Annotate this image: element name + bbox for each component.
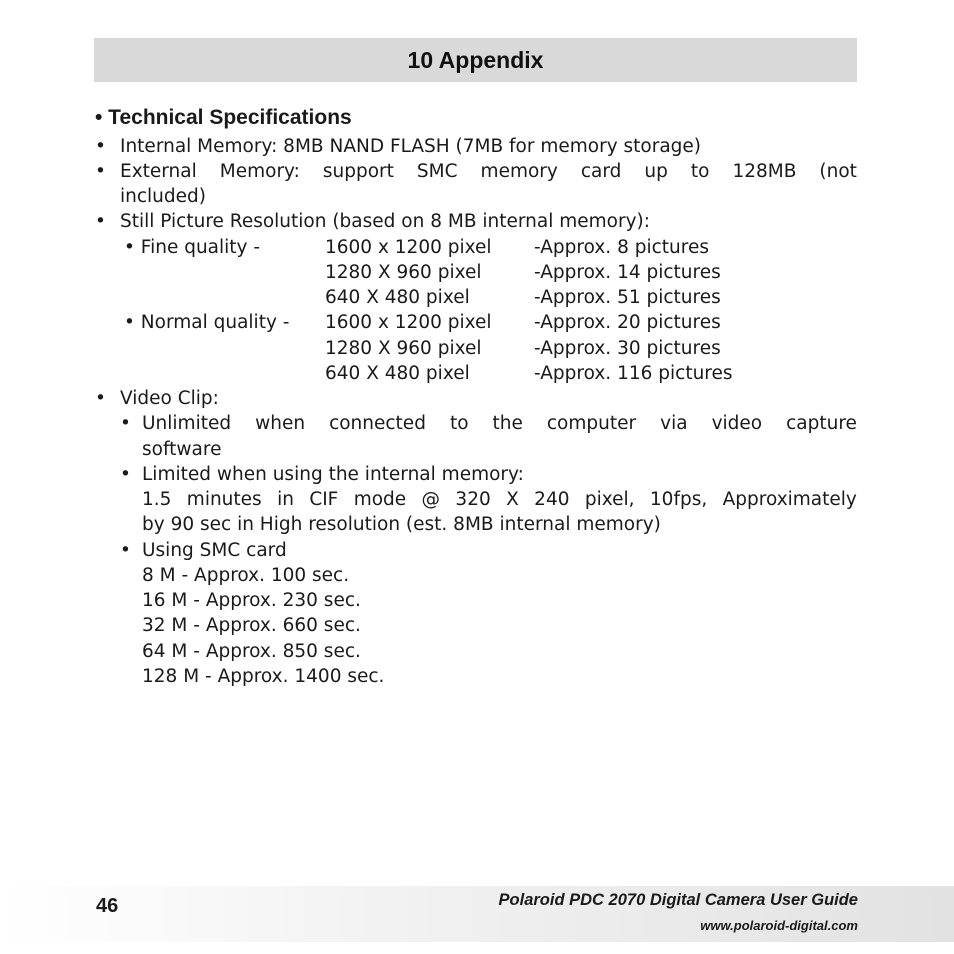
smc-item: 16 M - Approx. 230 sec. (142, 590, 361, 611)
smc-item: 64 M - Approx. 850 sec. (142, 641, 361, 662)
video-smc-card: Using SMC card (142, 540, 287, 561)
bullet-icon: • (95, 211, 106, 232)
spec-internal-memory: Internal Memory: 8MB NAND FLASH (7MB for memory storage) (120, 136, 702, 157)
fine-pixels-3: 640 X 480 pixel (325, 287, 470, 308)
normal-pixels-2: 1280 X 960 pixel (325, 338, 482, 359)
fine-pixels-1: 1600 x 1200 pixel (325, 237, 492, 258)
bullet-icon: • (120, 540, 131, 561)
normal-pixels-1: 1600 x 1200 pixel (325, 312, 492, 333)
normal-approx-1: -Approx. 20 pictures (534, 312, 721, 333)
fine-approx-2: -Approx. 14 pictures (534, 262, 721, 283)
spec-still-resolution: Still Picture Resolution (based on 8 MB internal memory): (120, 211, 651, 232)
normal-quality-label: • Normal quality - (124, 312, 290, 333)
fine-pixels-2: 1280 X 960 pixel (325, 262, 482, 283)
page-title: 10 Appendix (407, 47, 544, 73)
smc-item: 32 M - Approx. 660 sec. (142, 615, 361, 636)
bullet-icon: • (95, 136, 106, 157)
video-unlimited: Unlimited when connected to the computer via video capture (142, 413, 857, 434)
bullet-icon: • (95, 161, 106, 182)
video-cif-mode-cont: by 90 sec in High resolution (est. 8MB internal memory) (142, 514, 661, 535)
page-number: 46 (96, 895, 119, 917)
bullet-icon: • (95, 388, 106, 409)
guide-title: Polaroid PDC 2070 Digital Camera User Guide (498, 891, 858, 909)
bullet-icon: • (120, 413, 131, 434)
spec-external-memory: External Memory: support SMC memory card up to 128MB (not (120, 161, 857, 182)
guide-url: www.polaroid-digital.com (700, 918, 858, 933)
smc-item: 8 M - Approx. 100 sec. (142, 565, 350, 586)
video-limited: Limited when using the internal memory: (142, 464, 524, 485)
bullet-icon: • (120, 464, 131, 485)
smc-item: 128 M - Approx. 1400 sec. (142, 666, 385, 687)
chapter-header (94, 38, 857, 82)
video-cif-mode: 1.5 minutes in CIF mode @ 320 X 240 pixel, 10fps, Approximately (142, 489, 857, 510)
section-heading: • Technical Specifications (95, 106, 352, 129)
spec-video-clip: Video Clip: (120, 388, 219, 409)
video-unlimited-cont: software (142, 439, 222, 460)
fine-approx-1: -Approx. 8 pictures (534, 237, 709, 258)
normal-pixels-3: 640 X 480 pixel (325, 363, 470, 384)
fine-approx-3: -Approx. 51 pictures (534, 287, 721, 308)
normal-approx-3: -Approx. 116 pictures (534, 363, 733, 384)
normal-approx-2: -Approx. 30 pictures (534, 338, 721, 359)
fine-quality-label: • Fine quality - (124, 237, 261, 258)
spec-external-memory-cont: included) (120, 186, 206, 207)
